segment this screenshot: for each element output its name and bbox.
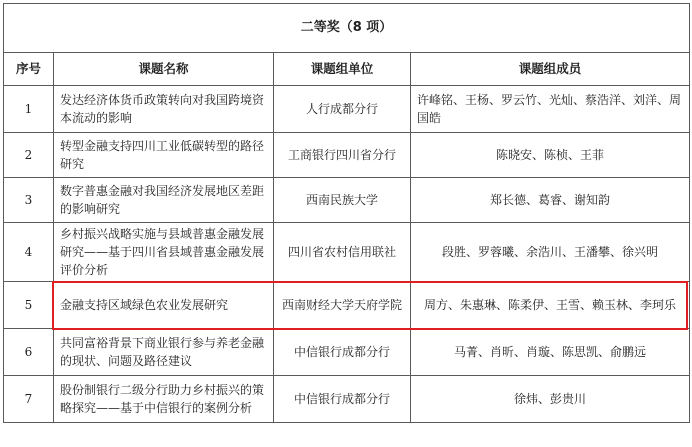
row-unit: 人行成都分行 bbox=[274, 86, 411, 133]
row-no: 7 bbox=[4, 376, 54, 423]
row-members: 许峰铭、王杨、罗云竹、光灿、蔡浩洋、刘洋、周国皓 bbox=[411, 86, 690, 133]
header-members: 课题组成员 bbox=[411, 53, 690, 86]
row-no: 1 bbox=[4, 86, 54, 133]
table-row bbox=[4, 133, 690, 178]
row-topic: 数字普惠金融对我国经济发展地区差距的影响研究 bbox=[54, 178, 274, 223]
row-topic: 发达经济体货币政策转向对我国跨境资本流动的影响 bbox=[54, 86, 274, 133]
table-row bbox=[4, 178, 690, 223]
header-no: 序号 bbox=[4, 53, 54, 86]
row-members: 徐炜、彭贵川 bbox=[411, 376, 690, 423]
row-unit: 工商银行四川省分行 bbox=[274, 133, 411, 178]
row-topic: 金融支持区域绿色农业发展研究 bbox=[54, 282, 274, 329]
table-title: 二等奖（8 项） bbox=[4, 4, 690, 53]
row-members: 郑长德、葛睿、谢知韵 bbox=[411, 178, 690, 223]
row-topic: 转型金融支持四川工业低碳转型的路径研究 bbox=[54, 133, 274, 178]
row-unit: 中信银行成都分行 bbox=[274, 329, 411, 376]
row-unit: 西南民族大学 bbox=[274, 178, 411, 223]
table-row-highlighted bbox=[4, 282, 690, 329]
row-unit: 西南财经大学天府学院 bbox=[274, 282, 411, 329]
table-row bbox=[4, 86, 690, 133]
row-no: 3 bbox=[4, 178, 54, 223]
table-row bbox=[4, 329, 690, 376]
row-topic: 股份制银行二级分行助力乡村振兴的策略探究——基于中信银行的案例分析 bbox=[54, 376, 274, 423]
row-no: 6 bbox=[4, 329, 54, 376]
award-table bbox=[3, 3, 690, 423]
table-row bbox=[4, 223, 690, 282]
row-members: 马菁、肖昕、肖璇、陈思凯、俞鹏远 bbox=[411, 329, 690, 376]
award-table-page bbox=[3, 3, 689, 444]
row-no: 2 bbox=[4, 133, 54, 178]
header-row bbox=[4, 53, 690, 86]
row-no: 5 bbox=[4, 282, 54, 329]
row-members: 段胜、罗蓉曦、余浩川、王潘攀、徐兴明 bbox=[411, 223, 690, 282]
row-no: 4 bbox=[4, 223, 54, 282]
row-members: 陈晓安、陈桢、王菲 bbox=[411, 133, 690, 178]
table-row bbox=[4, 376, 690, 423]
row-topic: 共同富裕背景下商业银行参与养老金融的现状、问题及路径建议 bbox=[54, 329, 274, 376]
row-unit: 中信银行成都分行 bbox=[274, 376, 411, 423]
row-members: 周方、朱惠琳、陈柔伊、王雪、赖玉林、李珂乐 bbox=[411, 282, 690, 329]
header-unit: 课题组单位 bbox=[274, 53, 411, 86]
row-topic: 乡村振兴战略实施与县域普惠金融发展研究——基于四川省县域普惠金融发展评价分析 bbox=[54, 223, 274, 282]
header-topic: 课题名称 bbox=[54, 53, 274, 86]
row-unit: 四川省农村信用联社 bbox=[274, 223, 411, 282]
